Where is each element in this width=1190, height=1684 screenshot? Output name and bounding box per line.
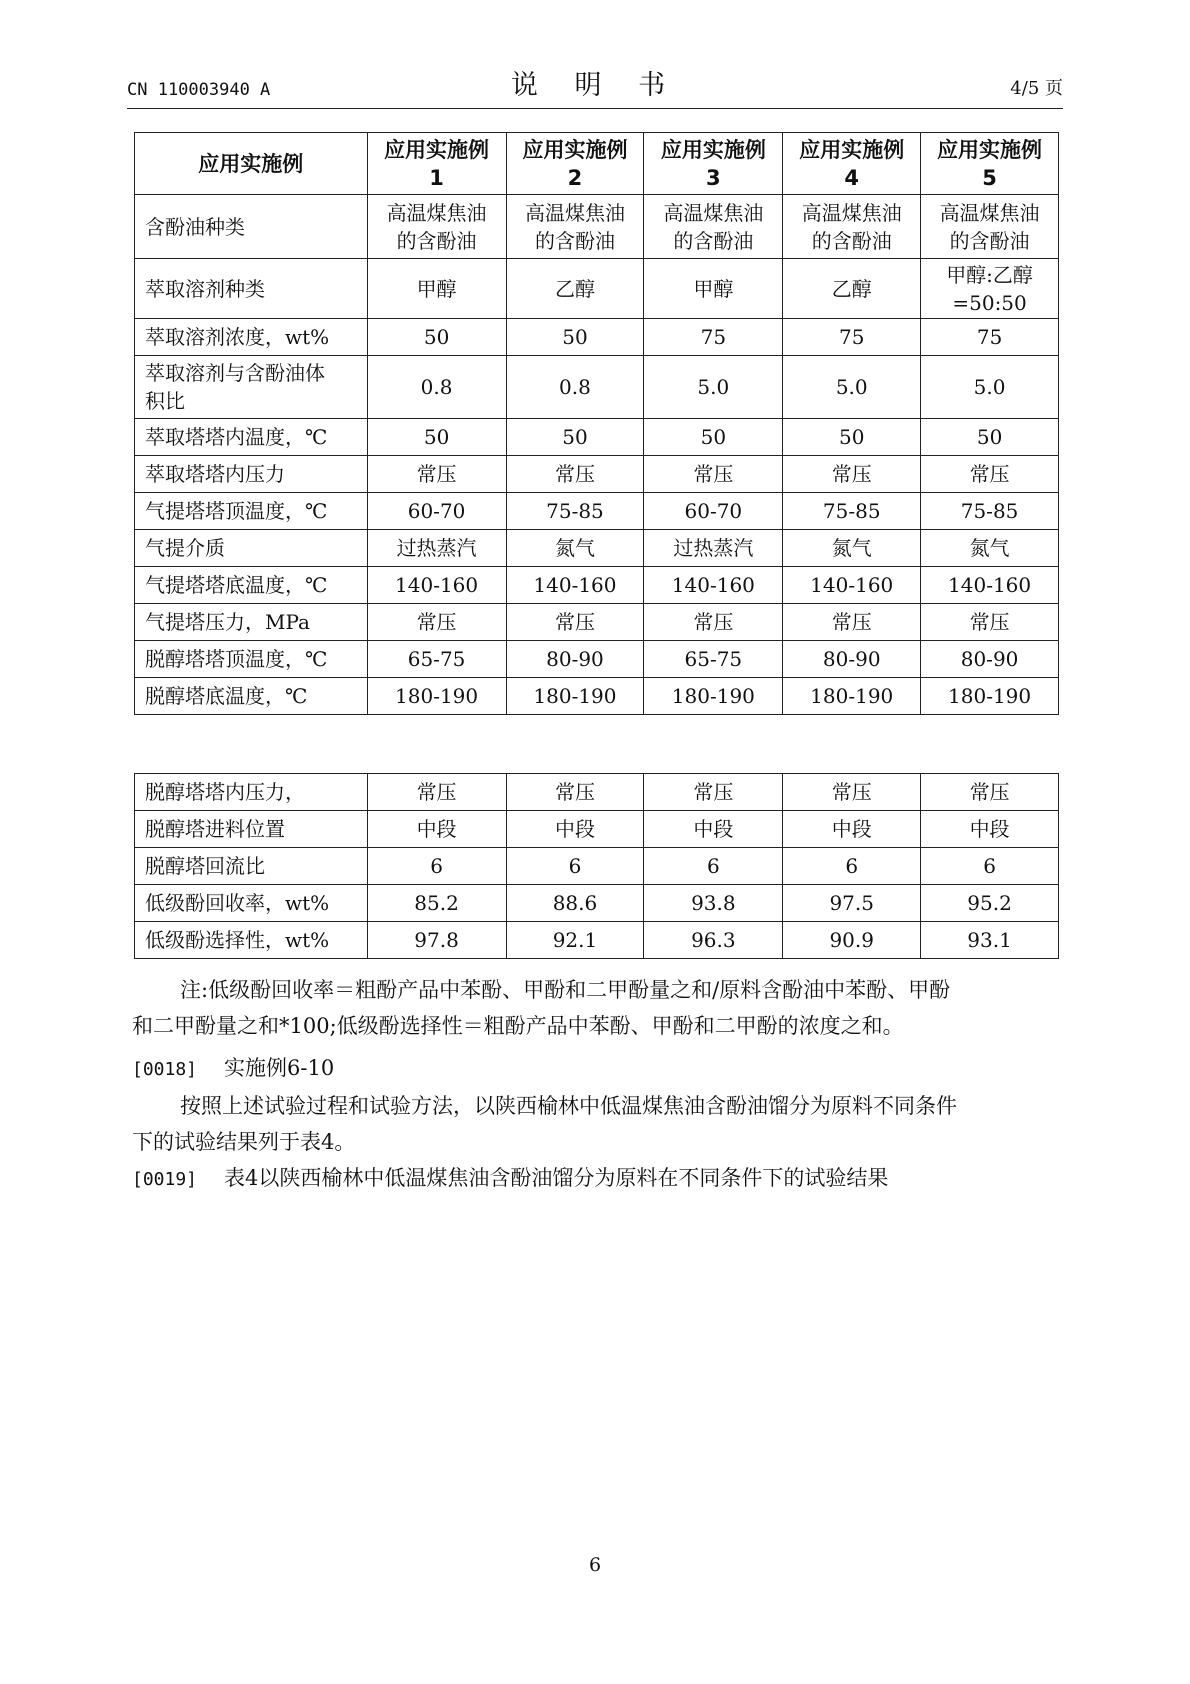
table-row: [135, 678, 1059, 715]
cell-example-5: 75: [921, 319, 1059, 356]
cell-example-1: 85.2: [367, 885, 506, 922]
cell-example-1: 中段: [367, 811, 506, 848]
cell-example-1: 常压: [367, 604, 506, 641]
cell-example-4: 高温煤焦油 的含酚油: [783, 195, 921, 259]
cell-example-1: 过热蒸汽: [367, 530, 506, 567]
cell-example-5: 180-190: [921, 678, 1059, 715]
row-label: 气提塔压力，MPa: [135, 604, 368, 641]
cell-example-2: 50: [506, 319, 644, 356]
cell-example-1: 180-190: [367, 678, 506, 715]
table-row: [135, 811, 1059, 848]
cell-example-5: 6: [921, 848, 1059, 885]
cell-example-1: 常压: [367, 774, 506, 811]
cell-example-3: 96.3: [644, 922, 783, 959]
row-label: 脱醇塔底温度，℃: [135, 678, 368, 715]
cell-example-4: 乙醇: [783, 259, 921, 319]
paragraph-0018: [132, 1050, 1064, 1088]
cell-example-4: 常压: [783, 604, 921, 641]
cell-example-4: 中段: [783, 811, 921, 848]
cell-example-5: 常压: [921, 456, 1059, 493]
document-title: 说 明 书: [510, 70, 680, 101]
table-row: [135, 641, 1059, 678]
page-indicator: 4/5 页: [1010, 78, 1063, 99]
cell-example-2: 常压: [506, 456, 644, 493]
cell-example-5: 75-85: [921, 493, 1059, 530]
paragraph-number: [0019]: [132, 1169, 198, 1190]
cell-example-4: 97.5: [783, 885, 921, 922]
cell-example-5: 140-160: [921, 567, 1059, 604]
cell-example-2: 中段: [506, 811, 644, 848]
cell-example-4: 80-90: [783, 641, 921, 678]
cell-example-1: 6: [367, 848, 506, 885]
section-heading: 实施例6-10: [224, 1056, 335, 1080]
cell-example-3: 中段: [644, 811, 783, 848]
header-cell-example-4: 应用实施例 4: [783, 133, 921, 195]
cell-example-3: 常压: [644, 604, 783, 641]
note-line-1: 注:低级酚回收率＝粗酚产品中苯酚、甲酚和二甲酚量之和/原料含酚油中苯酚、甲酚: [180, 978, 951, 1002]
table-row: [135, 419, 1059, 456]
cell-example-4: 140-160: [783, 567, 921, 604]
cell-example-3: 60-70: [644, 493, 783, 530]
cell-example-2: 0.8: [506, 356, 644, 419]
row-label: 低级酚回收率，wt%: [135, 885, 368, 922]
cell-example-3: 65-75: [644, 641, 783, 678]
cell-example-5: 80-90: [921, 641, 1059, 678]
row-label: 脱醇塔塔顶温度，℃: [135, 641, 368, 678]
header-cell-example-3: 应用实施例 3: [644, 133, 783, 195]
cell-example-2: 180-190: [506, 678, 644, 715]
table-row: [135, 848, 1059, 885]
cell-example-2: 75-85: [506, 493, 644, 530]
cell-example-4: 常压: [783, 456, 921, 493]
cell-example-5: 常压: [921, 604, 1059, 641]
cell-example-2: 92.1: [506, 922, 644, 959]
row-label: 气提塔塔顶温度，℃: [135, 493, 368, 530]
row-label: 萃取塔塔内温度，℃: [135, 419, 368, 456]
row-label: 萃取溶剂种类: [135, 259, 368, 319]
cell-example-3: 5.0: [644, 356, 783, 419]
cell-example-1: 140-160: [367, 567, 506, 604]
cell-example-4: 常压: [783, 774, 921, 811]
table-header-row: [135, 133, 1059, 195]
table-row: [135, 567, 1059, 604]
cell-example-3: 常压: [644, 456, 783, 493]
table-row: [135, 774, 1059, 811]
table-caption: 表4以陕西榆林中低温煤焦油含酚油馏分为原料在不同条件下的试验结果: [224, 1166, 889, 1190]
table-row: [135, 604, 1059, 641]
cell-example-5: 95.2: [921, 885, 1059, 922]
row-label: 脱醇塔进料位置: [135, 811, 368, 848]
cell-example-4: 75-85: [783, 493, 921, 530]
table-row: [135, 195, 1059, 259]
header-cell-example-5: 应用实施例 5: [921, 133, 1059, 195]
cell-example-3: 过热蒸汽: [644, 530, 783, 567]
cell-example-4: 6: [783, 848, 921, 885]
table-row: [135, 356, 1059, 419]
cell-example-2: 50: [506, 419, 644, 456]
cell-example-2: 高温煤焦油 的含酚油: [506, 195, 644, 259]
cell-example-2: 80-90: [506, 641, 644, 678]
table-row: [135, 319, 1059, 356]
cell-example-4: 75: [783, 319, 921, 356]
cell-example-5: 5.0: [921, 356, 1059, 419]
cell-example-3: 50: [644, 419, 783, 456]
cell-example-1: 60-70: [367, 493, 506, 530]
cell-example-3: 180-190: [644, 678, 783, 715]
cell-example-1: 0.8: [367, 356, 506, 419]
table-row: [135, 493, 1059, 530]
cell-example-1: 50: [367, 419, 506, 456]
table-note: [132, 972, 1064, 1044]
cell-example-2: 88.6: [506, 885, 644, 922]
table-row: [135, 885, 1059, 922]
cell-example-3: 甲醇: [644, 259, 783, 319]
cell-example-3: 93.8: [644, 885, 783, 922]
document-id: CN 110003940 A: [127, 80, 271, 100]
examples-table-part2: [134, 773, 1059, 959]
row-label: 脱醇塔塔内压力，: [135, 774, 368, 811]
cell-example-2: 140-160: [506, 567, 644, 604]
paragraph-line-2: 下的试验结果列于表4。: [132, 1130, 356, 1154]
cell-example-2: 常压: [506, 774, 644, 811]
row-label: 萃取溶剂与含酚油体 积比: [135, 356, 368, 419]
cell-example-1: 高温煤焦油 的含酚油: [367, 195, 506, 259]
cell-example-4: 5.0: [783, 356, 921, 419]
cell-example-5: 中段: [921, 811, 1059, 848]
paragraph-number: [0018]: [132, 1059, 198, 1080]
cell-example-5: 高温煤焦油 的含酚油: [921, 195, 1059, 259]
row-label: 萃取溶剂浓度，wt%: [135, 319, 368, 356]
cell-example-5: 50: [921, 419, 1059, 456]
page-header: [127, 66, 1063, 109]
cell-example-1: 甲醇: [367, 259, 506, 319]
table-row: [135, 456, 1059, 493]
table-row: [135, 259, 1059, 319]
cell-example-2: 乙醇: [506, 259, 644, 319]
cell-example-5: 氮气: [921, 530, 1059, 567]
cell-example-5: 常压: [921, 774, 1059, 811]
cell-example-2: 常压: [506, 604, 644, 641]
cell-example-4: 50: [783, 419, 921, 456]
cell-example-4: 180-190: [783, 678, 921, 715]
paragraph-line-1: 按照上述试验过程和试验方法，以陕西榆林中低温煤焦油含酚油馏分为原料不同条件: [180, 1094, 957, 1118]
cell-example-3: 6: [644, 848, 783, 885]
table-row: [135, 530, 1059, 567]
cell-example-3: 高温煤焦油 的含酚油: [644, 195, 783, 259]
header-cell-example-2: 应用实施例 2: [506, 133, 644, 195]
cell-example-2: 氮气: [506, 530, 644, 567]
table-row: [135, 922, 1059, 959]
cell-example-4: 氮气: [783, 530, 921, 567]
row-label: 萃取塔塔内压力: [135, 456, 368, 493]
cell-example-3: 75: [644, 319, 783, 356]
row-label: 脱醇塔回流比: [135, 848, 368, 885]
cell-example-3: 常压: [644, 774, 783, 811]
header-cell-label: 应用实施例: [135, 133, 368, 195]
cell-example-1: 65-75: [367, 641, 506, 678]
page-number: 6: [588, 1554, 602, 1576]
cell-example-5: 93.1: [921, 922, 1059, 959]
cell-example-1: 97.8: [367, 922, 506, 959]
cell-example-2: 6: [506, 848, 644, 885]
cell-example-3: 140-160: [644, 567, 783, 604]
cell-example-1: 常压: [367, 456, 506, 493]
row-label: 气提塔塔底温度，℃: [135, 567, 368, 604]
examples-table-part1: [134, 132, 1059, 715]
cell-example-1: 50: [367, 319, 506, 356]
row-label: 含酚油种类: [135, 195, 368, 259]
paragraph-0019: [132, 1160, 1064, 1198]
row-label: 低级酚选择性，wt%: [135, 922, 368, 959]
cell-example-4: 90.9: [783, 922, 921, 959]
cell-example-5: 甲醇:乙醇 =50:50: [921, 259, 1059, 319]
header-cell-example-1: 应用实施例 1: [367, 133, 506, 195]
paragraph-0018-body: [132, 1088, 1064, 1160]
row-label: 气提介质: [135, 530, 368, 567]
note-line-2: 和二甲酚量之和*100;低级酚选择性＝粗酚产品中苯酚、甲酚和二甲酚的浓度之和。: [132, 1014, 904, 1038]
